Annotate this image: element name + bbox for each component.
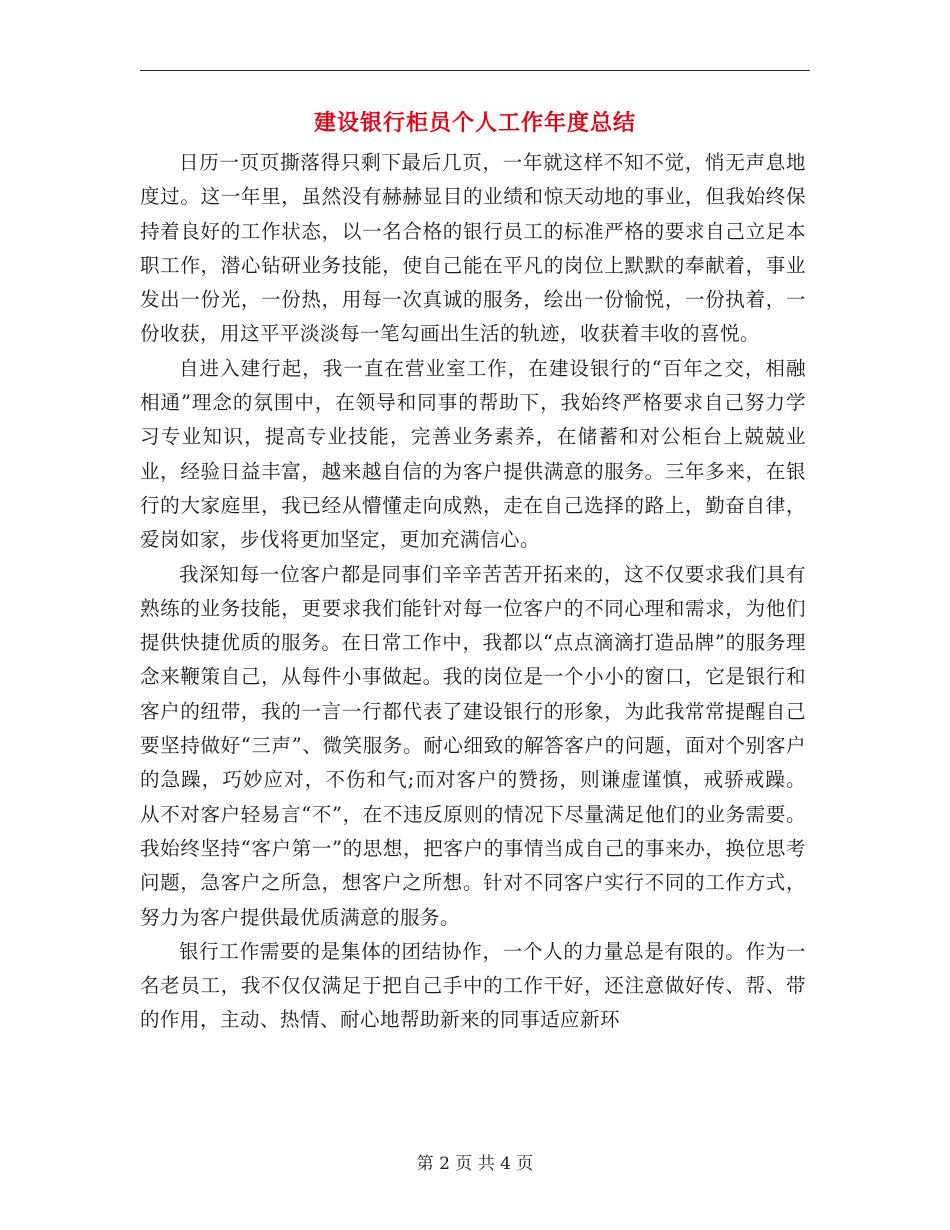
document-title: 建设银行柜员个人工作年度总结 — [313, 111, 636, 136]
paragraph: 银行工作需要的是集体的团结协作，一个人的力量总是有限的。作为一名老员工，我不仅仅满足于把自己手中的工作干好，还注意做好传、帮、带的作用，主动、热情、耐心地帮助新来的同事适应新环 — [140, 939, 806, 1032]
header-rule — [140, 70, 810, 71]
document-body — [140, 146, 806, 1038]
page-number-footer: 第 2 页 共 4 页 — [416, 1154, 534, 1174]
paragraph: 日历一页页撕落得只剩下最后几页，一年就这样不知不觉，悄无声息地度过。这一年里，虽然没有赫赫显目的业绩和惊天动地的事业，但我始终保持着良好的工作状态，以一名合格的银行员工的标准严格的要求自己立足本职工作，潜心钻研业务技能，使自己能在平凡的岗位上默默的奉献着，事业发出一份光，一份热，用每一次真诚的服务，绘出一份愉悦，一份执着，一份收获，用这平平淡淡每一笔勾画出生活的轨迹，收获着丰收的喜悦。 — [140, 151, 806, 346]
paragraph: 自进入建行起，我一直在营业室工作，在建设银行的“百年之交，相融相通”理念的氛围中，在领导和同事的帮助下，我始终严格要求自己努力学习专业知识，提高专业技能，完善业务素养，在储蓄和对公柜台上兢兢业业，经验日益丰富，越来越自信的为客户提供满意的服务。三年多来，在银行的大家庭里，我已经从懵懂走向成熟，走在自己选择的路上，勤奋自律，爱岗如家，步伐将更加坚定，更加充满信心。 — [140, 356, 806, 552]
paragraph: 我深知每一位客户都是同事们辛辛苦苦开拓来的，这不仅要求我们具有熟练的业务技能，更要求我们能针对每一位客户的不同心理和需求，为他们提供快捷优质的服务。在日常工作中，我都以“点点滴滴打造品牌”的服务理念来鞭策自己，从每件小事做起。我的岗位是一个小小的窗口，它是银行和客户的纽带，我的一言一行都代表了建设银行的形象，为此我常常提醒自己要坚持做好“三声”、微笑服务。耐心细致的解答客户的问题，面对个别客户的急躁，巧妙应对，不伤和气;而对客户的赞扬，则谦虚谨慎，戒骄戒躁。从不对客户轻易言“不”，在不违反原则的情况下尽量满足他们的业务需要。我始终坚持“客户第一”的思想，把客户的事情当成自己的事来办，换位思考问题，急客户之所急，想客户之所想。针对不同客户实行不同的工作方式，努力为客户提供最优质满意的服务。 — [140, 562, 806, 929]
